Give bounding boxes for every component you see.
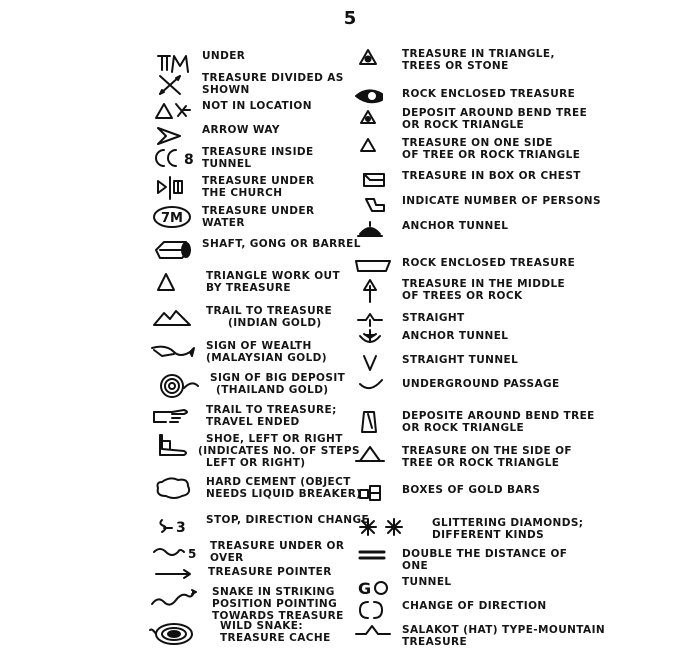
gold-bars-icon	[354, 484, 404, 512]
cc8-icon	[150, 146, 200, 174]
triangle-dot-small-icon	[354, 107, 404, 135]
trail-icon	[150, 305, 200, 333]
bent-tree-icon	[354, 410, 404, 438]
coiled-snake-icon	[150, 620, 200, 648]
sparkle-icon	[354, 517, 424, 545]
side-triangle-icon	[354, 445, 404, 473]
legend-label: CHANGE OF DIRECTION	[402, 600, 547, 612]
hat-mountain-icon	[354, 624, 404, 652]
legend-label: SHAFT, GONG OR BARREL	[202, 238, 361, 250]
snail-icon	[150, 372, 200, 400]
svg-text:7M: 7M	[161, 211, 183, 226]
legend-label: BOXES OF GOLD BARS	[402, 484, 541, 496]
legend-label: TREASURE UNDER OR OVER	[210, 540, 345, 564]
legend-label: TREASURE ON ONE SIDE OF TREE OR ROCK TRIANGLE	[402, 137, 581, 161]
legend-label: TRIANGLE WORK OUT BY TREASURE	[206, 270, 341, 294]
legend-label: TREASURE IN TRIANGLE, TREES OR STONE	[402, 48, 555, 72]
legend-label: TRAIL TO TREASURE; TRAVEL ENDED	[206, 404, 337, 428]
legend-label: DOUBLE THE DISTANCE OF ONE	[402, 548, 568, 572]
svg-text:8: 8	[184, 152, 194, 168]
legend-label: WILD SNAKE: TREASURE CACHE	[220, 620, 331, 644]
flag-icon	[354, 195, 404, 223]
anchor-dome-icon	[354, 220, 404, 248]
legend-label: TRAIL TO TREASURE (INDIAN GOLD)	[206, 305, 333, 329]
legend-label: SHOE, LEFT OR RIGHT (INDICATES NO. OF STEPS LEFT OR RIGHT)	[198, 433, 360, 469]
legend-label: NOT IN LOCATION	[202, 100, 312, 112]
legend-label: ARROW WAY	[202, 124, 280, 136]
legend-label: TREASURE UNDER WATER	[202, 205, 315, 229]
legend-label: SIGN OF WEALTH (MALAYSIAN GOLD)	[206, 340, 327, 364]
svg-text:G: G	[358, 579, 372, 598]
7m-water-icon	[150, 205, 200, 233]
page-number: 5	[343, 8, 357, 29]
bird-icon	[150, 340, 200, 368]
church-icon	[150, 175, 200, 203]
double-line-icon	[354, 548, 404, 576]
legend-label: TREASURE UNDER THE CHURCH	[202, 175, 315, 199]
legend-label: GLITTERING DIAMONDS; DIFFERENT KINDS	[432, 517, 584, 541]
legend-label: TREASURE IN THE MIDDLE OF TREES OR ROCK	[402, 278, 566, 302]
legend-label: STRAIGHT TUNNEL	[402, 354, 519, 366]
legend-label: STOP, DIRECTION CHANGE	[206, 514, 370, 526]
box-icon	[354, 170, 404, 198]
legend-label: ANCHOR TUNNEL	[402, 330, 509, 342]
legend-label: UNDER	[202, 50, 246, 62]
curve-icon	[354, 378, 404, 406]
legend-label: ROCK ENCLOSED TREASURE	[402, 257, 576, 269]
legend-label: UNDERGROUND PASSAGE	[402, 378, 560, 390]
stop-3-icon	[150, 514, 200, 542]
legend-label: TREASURE ON THE SIDE OF TREE OR ROCK TRIANGLE	[402, 445, 573, 469]
legend-label: ROCK ENCLOSED TREASURE	[402, 88, 576, 100]
legend-label: ANCHOR TUNNEL	[402, 220, 509, 232]
divided-x-icon	[150, 72, 200, 100]
squiggle-5-icon	[150, 540, 200, 568]
triangle-icon	[150, 270, 200, 298]
svg-text:5: 5	[188, 547, 197, 561]
outline-triangle-icon	[354, 137, 404, 165]
legend-label: TREASURE DIVIDED AS SHOWN	[202, 72, 344, 96]
barrel-icon	[150, 238, 200, 266]
legend-label: TREASURE POINTER	[208, 566, 332, 578]
legend-label: SIGN OF BIG DEPOSIT (THAILAND GOLD)	[210, 372, 346, 396]
svg-text:3: 3	[176, 520, 186, 536]
legend-label: TREASURE IN BOX OR CHEST	[402, 170, 581, 182]
cloud-blob-icon	[150, 476, 200, 504]
pointing-hand-icon	[150, 404, 200, 432]
legend-label: DEPOSIT AROUND BEND TREE OR ROCK TRIANGLE	[402, 107, 588, 131]
legend-label: TREASURE INSIDE TUNNEL	[202, 146, 314, 170]
tree-arrow-icon	[354, 278, 404, 306]
legend-label: HARD CEMENT (OBJECT NEEDS LIQUID BREAKER)	[206, 476, 362, 500]
triangle-dot-icon	[354, 48, 404, 76]
snake-icon	[150, 586, 200, 614]
legend-label: TUNNEL	[402, 576, 452, 588]
legend-label: INDICATE NUMBER OF PERSONS	[402, 195, 601, 207]
legend-label: SNAKE IN STRIKING POSITION POINTING TOWARDS TREASURE	[212, 586, 344, 622]
legend-label: STRAIGHT	[402, 312, 465, 324]
legend-label: SALAKOT (HAT) TYPE-MOUNTAIN TREASURE	[402, 624, 606, 648]
legend-label: DEPOSITE AROUND BEND TREE OR ROCK TRIANGLE	[402, 410, 595, 434]
shoe-icon	[150, 433, 200, 461]
